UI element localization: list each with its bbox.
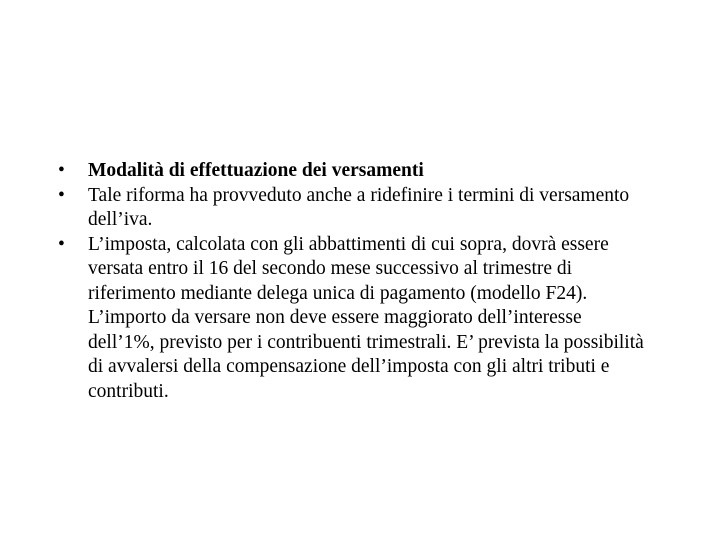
bullet-text: Modalità di effettuazione dei versamenti xyxy=(88,160,424,181)
bullet-text: Tale riforma ha provveduto anche a ridefinire i termini di versamento dell’iva. xyxy=(88,184,630,230)
bullet-item-riforma xyxy=(58,184,658,233)
bullet-icon: • xyxy=(58,160,65,181)
bullet-icon: • xyxy=(58,233,65,255)
bullet-item-imposta xyxy=(58,233,658,405)
bullet-icon: • xyxy=(58,184,65,206)
bullet-list xyxy=(58,159,658,404)
bullet-item-heading xyxy=(58,159,658,184)
bullet-text: L’imposta, calcolata con gli abbattimenti di cui sopra, dovrà essere versata entro il 16 del secondo mese successivo al trimestre di riferimento mediante delega unica di pagamento (modello F24). L’importo da versare non deve essere maggiorato dell’interesse dell’1%, previsto per i contribuenti trimestrali. E’ prevista la possibilità di avvalersi della compensazione dell’imposta con gli altri tributi e contributi. xyxy=(88,233,644,402)
